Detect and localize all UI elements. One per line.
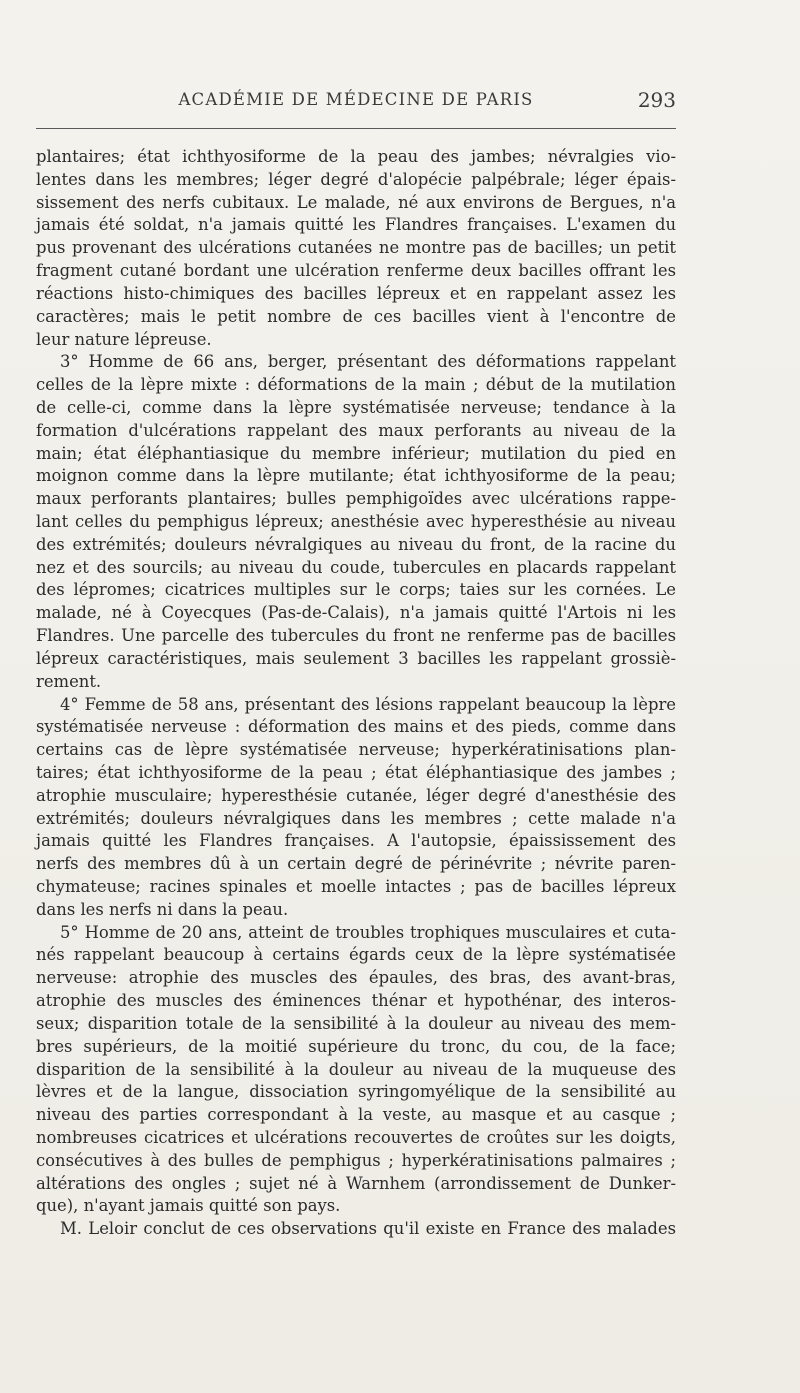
text-line: lépreux caractéristiques, mais seulement 3 bacilles les rappelant grossiè- xyxy=(36,648,676,668)
text-line: taires; état ichthyosiforme de la peau ; état éléphantiasique des jambes ; xyxy=(36,762,676,782)
running-title: ACADÉMIE DE MÉDECINE DE PARIS xyxy=(178,90,534,109)
text-line: niveau des parties correspondant à la veste, au masque et au casque ; xyxy=(36,1105,676,1125)
running-head xyxy=(36,90,676,116)
text-line: caractères; mais le petit nombre de ces bacilles vient à l'encontre de xyxy=(36,306,676,326)
text-line: sissement des nerfs cubitaux. Le malade, né aux environs de Bergues, n'a xyxy=(36,192,676,212)
text-line: réactions histo-chimiques des bacilles lépreux et en rappelant assez les xyxy=(36,283,676,303)
text-line: 5° Homme de 20 ans, atteint de troubles trophiques musculaires et cuta- xyxy=(60,922,676,942)
text-line: jamais été soldat, n'a jamais quitté les Flandres françaises. L'examen du xyxy=(36,215,676,235)
text-line: rement. xyxy=(36,671,102,691)
text-line: nerveuse: atrophie des muscles des épaules, des bras, des avant-bras, xyxy=(36,968,676,988)
text-line: certains cas de lèpre systématisée nerveuse; hyperkératinisations plan- xyxy=(36,740,676,760)
text-line: que), n'ayant jamais quitté son pays. xyxy=(36,1196,341,1216)
text-line: moignon comme dans la lèpre mutilante; état ichthyosiforme de la peau; xyxy=(36,466,676,486)
header-rule xyxy=(36,128,676,129)
text-line: Flandres. Une parcelle des tubercules du front ne renferme pas de bacilles xyxy=(36,626,676,646)
text-line: atrophie des muscles des éminences thénar et hypothénar, des interos- xyxy=(36,991,676,1011)
text-line: lant celles du pemphigus lépreux; anesthésie avec hyperesthésie au niveau xyxy=(36,512,676,531)
text-line: consécutives à des bulles de pemphigus ; hyperkératinisations palmaires ; xyxy=(36,1150,676,1170)
page-number: 293 xyxy=(637,88,676,112)
text-line: atrophie musculaire; hyperesthésie cutanée, léger degré d'anesthésie des xyxy=(36,785,676,805)
text-line: de celle-ci, comme dans la lèpre systématisée nerveuse; tendance à la xyxy=(36,397,676,417)
text-line: nombreuses cicatrices et ulcérations recouvertes de croûtes sur les doigts, xyxy=(36,1127,676,1147)
text-line: des extrémités; douleurs névralgiques au niveau du front, de la racine du xyxy=(36,534,676,554)
text-line: M. Leloir conclut de ces observations qu'il existe en France des malades xyxy=(60,1219,676,1239)
text-line: nez et des sourcils; au niveau du coude, tubercules en placards rappelant xyxy=(36,557,676,577)
text-line: 3° Homme de 66 ans, berger, présentant des déformations rappelant xyxy=(60,352,676,372)
body-text xyxy=(36,146,676,1241)
text-line: nerfs des membres dû à un certain degré de périnévrite ; névrite paren- xyxy=(36,854,676,874)
text-line: jamais quitté les Flandres françaises. A l'autopsie, épaississement des xyxy=(36,831,676,851)
text-line: celles de la lèpre mixte : déformations de la main ; début de la mutilation xyxy=(36,375,676,395)
text-line: formation d'ulcérations rappelant des maux perforants au niveau de la xyxy=(36,420,676,440)
text-line: maux perforants plantaires; bulles pemphigoïdes avec ulcérations rappe- xyxy=(36,489,676,509)
text-line: plantaires; état ichthyosiforme de la peau des jambes; névralgies vio- xyxy=(36,147,676,166)
text-line: extrémités; douleurs névralgiques dans les membres ; cette malade n'a xyxy=(36,808,676,828)
text-line: seux; disparition totale de la sensibilité à la douleur au niveau des mem- xyxy=(36,1013,676,1033)
text-line: lentes dans les membres; léger degré d'alopécie palpébrale; léger épais- xyxy=(36,169,676,189)
text-line: systématisée nerveuse : déformation des mains et des pieds, comme dans xyxy=(36,717,676,737)
text-line: leur nature lépreuse. xyxy=(36,329,212,349)
text-line: pus provenant des ulcérations cutanées ne montre pas de bacilles; un petit xyxy=(36,238,676,258)
text-line: malade, né à Coyecques (Pas-de-Calais), n'a jamais quitté l'Artois ni les xyxy=(36,603,676,623)
text-line: fragment cutané bordant une ulcération renferme deux bacilles offrant les xyxy=(36,261,676,281)
text-line: lèvres et de la langue, dissociation syringomyélique de la sensibilité au xyxy=(36,1082,676,1102)
text-line: disparition de la sensibilité à la douleur au niveau de la muqueuse des xyxy=(36,1059,676,1079)
text-line: bres supérieurs, de la moitié supérieure du tronc, du cou, de la face; xyxy=(36,1036,676,1056)
text-line: nés rappelant beaucoup à certains égards ceux de la lèpre systématisée xyxy=(36,945,676,965)
text-line: chymateuse; racines spinales et moelle intactes ; pas de bacilles lépreux xyxy=(36,877,676,896)
text-line: altérations des ongles ; sujet né à Warnhem (arrondissement de Dunker- xyxy=(36,1173,676,1193)
text-line: des lépromes; cicatrices multiples sur le corps; taies sur les cornées. Le xyxy=(36,580,676,600)
text-line: dans les nerfs ni dans la peau. xyxy=(36,899,289,919)
text-line: main; état éléphantiasique du membre inférieur; mutilation du pied en xyxy=(36,443,676,463)
text-line: 4° Femme de 58 ans, présentant des lésions rappelant beaucoup la lèpre xyxy=(60,694,676,714)
